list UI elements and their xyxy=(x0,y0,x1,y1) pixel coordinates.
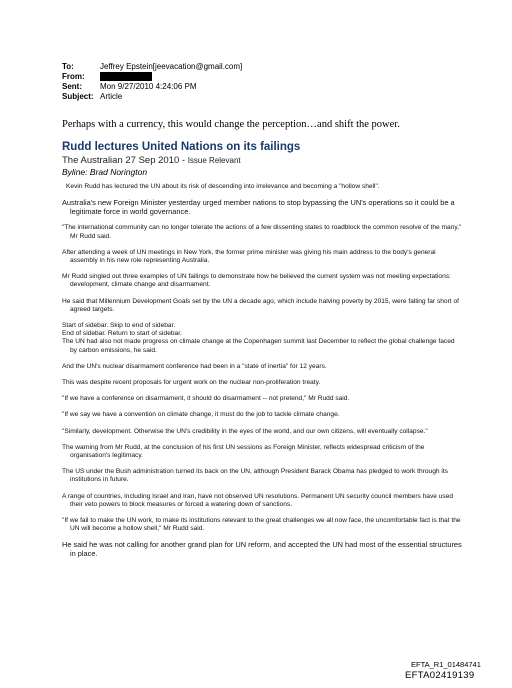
paragraph: "Similarly, development. Otherwise the UN's credibility in the eyes of the world, and our own citizens, will eventually collapse." xyxy=(62,427,428,435)
sent-value: Mon 9/27/2010 4:24:06 PM xyxy=(100,82,197,91)
redaction-block xyxy=(100,72,152,81)
paragraph: "If we have a conference on disarmament, it should do disarmament -- not pretend," Mr Rudd said. xyxy=(62,395,350,403)
paragraph: And the UN's nuclear disarmament conference had been in a "state of inertia" for 12 years. xyxy=(62,362,327,370)
to-value: Jeffrey Epstein[jeevacation@gmail.com] xyxy=(100,62,243,71)
paragraph: Mr Rudd singled out three examples of UN failings to demonstrate how he believed the current system was not meeting expectations: development, climate change and disarmament. xyxy=(62,273,451,289)
article xyxy=(62,141,462,567)
paragraph: "If we say we have a convention on climate change, it must do the job to tackle climate change. xyxy=(62,411,340,419)
paragraph: Start of sidebar. Skip to end of sidebar. xyxy=(62,322,176,330)
intro-text: Perhaps with a currency, this would change the perception…and shift the power. xyxy=(62,119,400,130)
article-source xyxy=(62,155,462,166)
source-text: The Australian 27 Sep 2010 - xyxy=(62,155,188,166)
to-label: To: xyxy=(62,62,74,71)
paragraph: A range of countries, including Israel and Iran, have not observed UN resolutions. Permanent UN security council members have used their veto powers to block measures or forced a watering down of sanctions. xyxy=(62,492,454,508)
article-body xyxy=(62,183,462,559)
paragraph: After attending a week of UN meetings in New York, the former prime minister was giving his main address to the body's general assembly in his new role representing Australia. xyxy=(62,248,436,264)
paragraph: The US under the Bush administration turned its back on the UN, although President Barack Obama has pledged to work through its institutions in future. xyxy=(62,468,448,484)
bates-number-1: EFTA_R1_01484741 xyxy=(411,660,481,669)
paragraph: "The international community can no longer tolerate the actions of a few dissenting states to roadblock the common resolve of the many," Mr Rudd said. xyxy=(62,224,462,240)
article-title: Rudd lectures United Nations on its failings xyxy=(62,141,301,153)
subject-value: Article xyxy=(100,92,123,101)
paragraph: The UN had also not made progress on climate change at the Copenhagen summit last December to reflect the global challenge faced by carbon emissions, he said. xyxy=(62,338,455,354)
paragraph: He said he was not calling for another grand plan for UN reform, and accepted the UN had most of the essential structures in place. xyxy=(62,540,462,559)
from-label: From: xyxy=(62,72,85,81)
sent-label: Sent: xyxy=(62,82,82,91)
paragraph: This was despite recent proposals for urgent work on the nuclear non-proliferation treaty. xyxy=(62,379,321,387)
relevance-text: Issue Relevant xyxy=(187,156,241,165)
from-row xyxy=(62,72,242,82)
paragraph: Australia's new Foreign Minister yesterday urged member nations to stop bypassing the UN's operations so it could be a legitimate force in world governance. xyxy=(62,198,455,216)
paragraph: The warning from Mr Rudd, at the conclusion of his first UN sessions as Foreign Minister, reflects widespread criticism of the organisation's legitimacy. xyxy=(62,443,425,460)
sent-row xyxy=(62,82,242,92)
email-header xyxy=(62,62,242,102)
bates-number-2: EFTA02419139 xyxy=(405,670,475,681)
article-byline: Byline: Brad Norington xyxy=(62,167,148,177)
to-row xyxy=(62,62,242,72)
paragraph: He said that Millennium Development Goals set by the UN a decade ago, which include halving poverty by 2015, were falling far short of agreed targets. xyxy=(62,297,459,313)
paragraph: Kevin Rudd has lectured the UN about its risk of descending into irrelevance and becoming a "hollow shell". xyxy=(66,183,380,190)
subject-label: Subject: xyxy=(62,92,94,101)
paragraph: "If we fail to make the UN work, to make its institutions relevant to the great challenges we all now face, the uncomfortable fact is that the UN will become a hollow shell," Mr Rudd said. xyxy=(62,517,461,533)
subject-row xyxy=(62,92,242,102)
paragraph: End of sidebar. Return to start of sidebar. xyxy=(62,330,182,338)
